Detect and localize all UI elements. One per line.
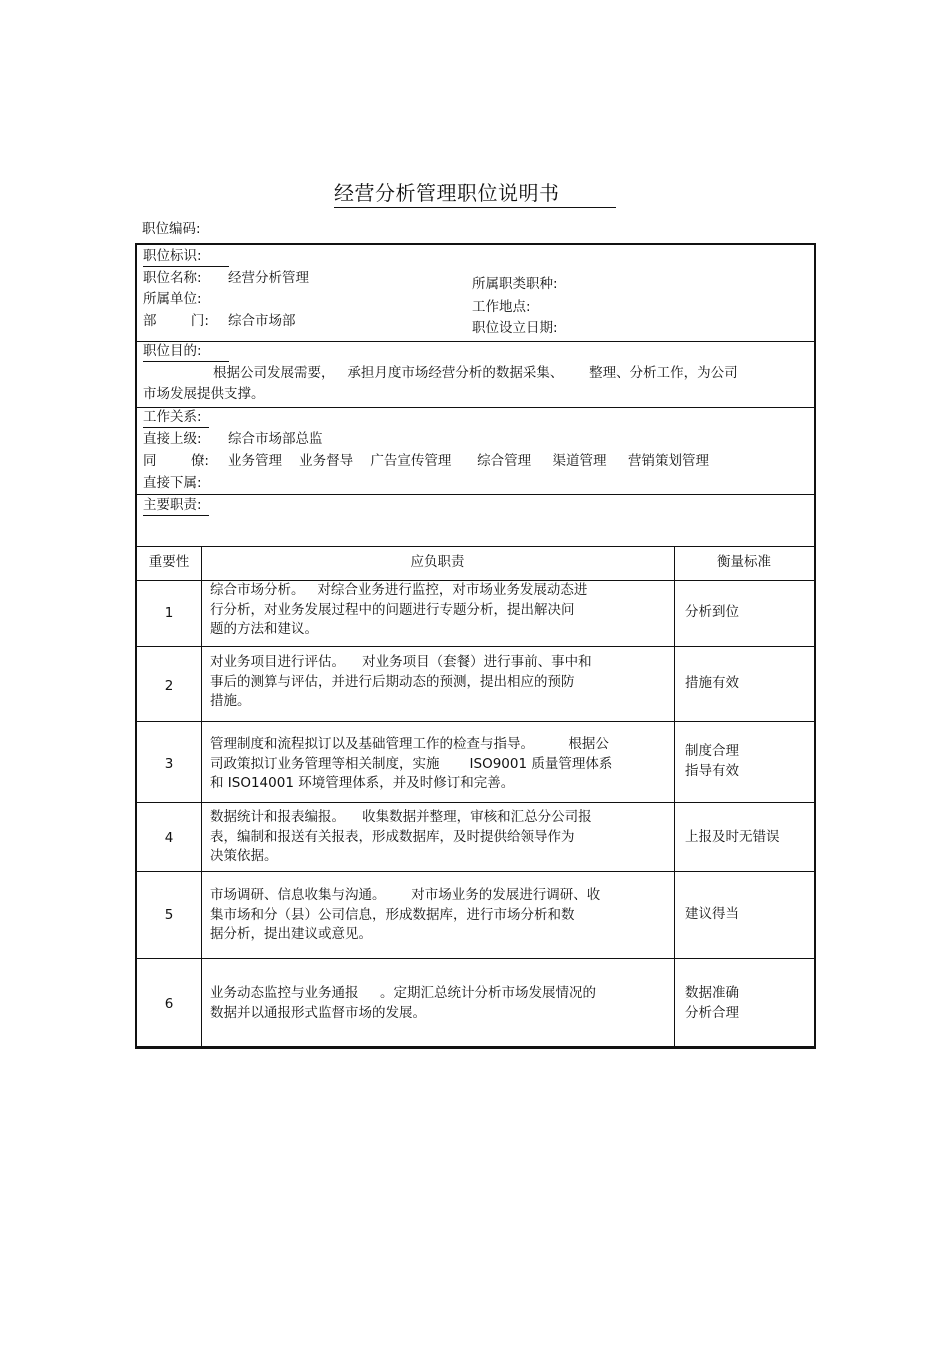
standard-text: 上报及时无错误 xyxy=(685,829,780,845)
row-number: 6 xyxy=(164,996,174,1012)
duty-text: 数据统计和报表编报。 收集数据并整理，审核和汇总分公司报 表，编制和报送有关报表，形成数据库，及时提供给领导作为 决策依据。 xyxy=(210,809,592,864)
row-number: 5 xyxy=(164,907,174,923)
position-code-label: 职位编码: xyxy=(142,221,201,237)
purpose-section-label: 职位目的: xyxy=(143,342,229,362)
peers-label: 同 僚: xyxy=(143,453,209,469)
header-importance: 重要性 xyxy=(148,554,190,570)
header-duty: 应负职责 xyxy=(410,554,465,570)
duty-text: 对业务项目进行评估。 对业务项目（套餐）进行事前、事中和 事后的测算与评估，并进行后期动态的预测，提出相应的预防 措施。 xyxy=(210,654,592,709)
purpose-section xyxy=(143,342,229,362)
direct-superior-value: 综合市场部总监 xyxy=(228,431,323,447)
duties-section-label: 主要职责: xyxy=(143,496,209,516)
standard-text: 建议得当 xyxy=(685,906,739,922)
column-divider xyxy=(674,546,675,1046)
relations-section-label: 工作关系: xyxy=(143,408,209,428)
position-name-value: 经营分析管理 xyxy=(228,270,309,286)
divider xyxy=(137,341,814,342)
department-value: 综合市场部 xyxy=(228,313,296,329)
row-divider xyxy=(137,871,814,872)
column-divider xyxy=(201,546,202,1046)
direct-subordinate-label: 直接下属: xyxy=(143,475,202,491)
row-divider xyxy=(137,958,814,959)
row-number: 4 xyxy=(164,830,174,846)
standard-text: 分析到位 xyxy=(685,604,739,620)
duty-text: 市场调研、信息收集与沟通。 对市场业务的发展进行调研、收 集市场和分（县）公司信息，形成数据库，进行市场分析和数 据分析，提出建议或意见。 xyxy=(210,887,601,942)
standard-text: 措施有效 xyxy=(685,675,739,691)
purpose-text-line1: 根据公司发展需要， 承担月度市场经营分析的数据采集、 整理、分析工作，为公司 xyxy=(213,365,738,381)
identity-section-label: 职位标识: xyxy=(143,247,229,267)
document-title: 经营分析管理职位说明书 xyxy=(334,180,616,208)
work-location-label: 工作地点: xyxy=(472,299,531,315)
divider xyxy=(137,494,814,495)
standard-text: 数据准确 分析合理 xyxy=(685,985,739,1021)
purpose-text-line2: 市场发展提供支撑。 xyxy=(143,386,265,402)
unit-label: 所属单位: xyxy=(143,291,202,307)
divider xyxy=(137,407,814,408)
direct-superior-label: 直接上级: xyxy=(143,431,202,447)
job-category-label: 所属职类职种: xyxy=(472,276,558,292)
row-divider xyxy=(137,721,814,722)
duty-text: 综合市场分析。 对综合业务进行监控，对市场业务发展动态进 行分析，对业务发展过程中的问题进行专题分析，提出解决问 题的方法和建议。 xyxy=(210,582,588,637)
relations-section xyxy=(143,408,209,428)
peers-value: 业务管理 业务督导 广告宣传管理 综合管理 渠道管理 营销策划管理 xyxy=(228,453,709,469)
established-date-label: 职位设立日期: xyxy=(472,320,558,336)
row-number: 3 xyxy=(164,756,174,772)
position-name-label: 职位名称: xyxy=(143,270,202,286)
identity-section xyxy=(143,247,229,267)
duties-section xyxy=(143,496,209,516)
row-divider xyxy=(137,802,814,803)
duty-text: 管理制度和流程拟订以及基础管理工作的检查与指导。 根据公 司政策拟订业务管理等相关制度，实施 ISO9001 质量管理体系 和 ISO14001 环境管理体系，并及时修订和完善。 xyxy=(210,736,613,791)
row-number: 1 xyxy=(164,605,174,621)
job-description-table xyxy=(135,243,816,1049)
duties-table-top xyxy=(137,546,814,547)
row-number: 2 xyxy=(164,678,174,694)
row-divider xyxy=(137,646,814,647)
duty-text: 业务动态监控与业务通报 。定期汇总统计分析市场发展情况的 数据并以通报形式监督市场的发展。 xyxy=(210,985,596,1021)
department-label: 部 门: xyxy=(143,313,209,329)
header-standard: 衡量标准 xyxy=(717,554,771,570)
standard-text: 制度合理 指导有效 xyxy=(685,743,739,779)
